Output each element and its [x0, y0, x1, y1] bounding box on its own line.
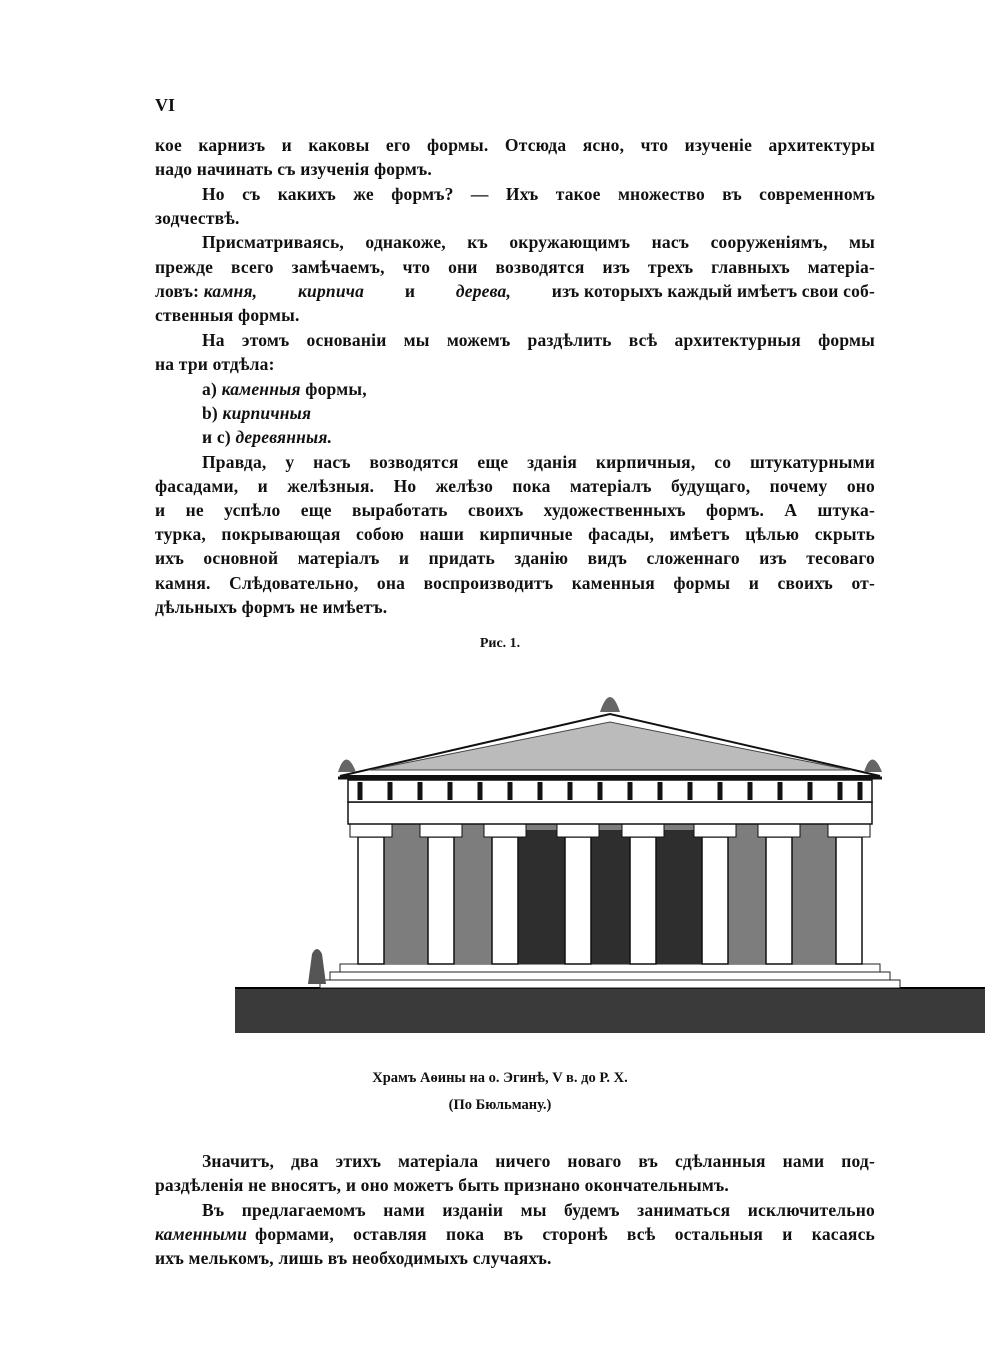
text-line: раздѣленія не вносятъ, и оно можетъ быть признано окончательнымъ. [155, 1175, 729, 1195]
text-line: и не успѣло еще выработать своихъ художественныхъ формъ. А штука- [155, 500, 875, 520]
list-marker: b) [202, 403, 218, 423]
text-line: на три отдѣла: [155, 354, 275, 374]
list-marker: a) [202, 379, 217, 399]
text-fragment: и [404, 281, 416, 301]
text-line: ихъ мелькомъ, лишь въ необходимыхъ случаяхъ. [155, 1248, 552, 1268]
text-line: Присматриваясь, однакоже, къ окружающимъ насъ сооруженіямъ, мы [202, 232, 875, 252]
italic-term: дерева, [455, 281, 512, 301]
italic-term: каменными [155, 1224, 248, 1244]
text-line: кое карнизъ и каковы его формы. Отсюда ясно, что изученіе архитектуры [155, 135, 875, 155]
text-line: прежде всего замѣчаемъ, что они возводятся изъ трехъ главныхъ матеріа- [155, 257, 875, 277]
text-line: дѣльныхъ формъ не имѣетъ. [155, 597, 388, 617]
text-line: камня. Слѣдовательно, она воспроизводитъ каменныя формы и своихъ от- [155, 573, 875, 593]
list-item [202, 401, 875, 425]
italic-term: кирпичныя [222, 403, 312, 423]
text-fragment: формами, оставляя пока въ сторонѣ всѣ остальныя и касаясь [255, 1224, 875, 1244]
italic-term: каменныя [221, 379, 301, 399]
frieze [348, 780, 872, 802]
text-line: На этомъ основаніи мы можемъ раздѣлить всѣ архитектурныя формы [202, 330, 875, 350]
text-line: ихъ основной матеріалъ и придать зданію видъ сложеннаго изъ тесоваго [155, 548, 875, 568]
text-line [155, 1222, 875, 1246]
temple-illustration [230, 672, 990, 1037]
text-line: Въ предлагаемомъ нами изданіи мы будемъ заниматься исключительно [202, 1200, 875, 1220]
text-line: зодчествѣ. [155, 208, 240, 228]
list-item [202, 377, 875, 401]
text-line: Но съ какихъ же формъ? — Ихъ такое множество въ современномъ [202, 184, 875, 204]
text-line: Правда, у насъ возводятся еще зданія кирпичныя, со штукатурными [202, 452, 875, 472]
acroterion [600, 697, 620, 712]
text-line: фасадами, и желѣзныя. Но желѣзо пока матеріалъ будущаго, почему оно [155, 476, 875, 496]
italic-term: кирпича [297, 281, 365, 301]
page-number: VI [155, 95, 176, 115]
italic-term: деревянныя. [235, 427, 333, 447]
text-line: турка, покрывающая собою наши кирпичные фасады, имѣетъ цѣлью скрыть [155, 524, 875, 544]
list-text: формы, [300, 379, 367, 399]
text-line: ственныя формы. [155, 305, 300, 325]
text-fragment: ловъ: [155, 281, 204, 301]
text-line: Значитъ, два этихъ матеріала ничего новаго въ сдѣланныя нами под- [202, 1151, 875, 1171]
figure-caption: Храмъ Аѳины на о. Эгинѣ, V в. до Р. Х. [372, 1070, 628, 1086]
ground [235, 988, 985, 1033]
human-figure [308, 949, 326, 984]
figure-label: Рис. 1. [479, 636, 521, 651]
figure-source: (По Бюльману.) [448, 1097, 552, 1113]
list-item [202, 425, 875, 449]
italic-term: камня, [203, 281, 258, 301]
text-line [155, 279, 875, 303]
doorway [515, 830, 705, 964]
text-fragment: изъ которыхъ каждый имѣетъ свои соб- [551, 281, 875, 301]
text-line: надо начинать съ изученія формъ. [155, 159, 432, 179]
list-marker: и c) [202, 427, 231, 447]
